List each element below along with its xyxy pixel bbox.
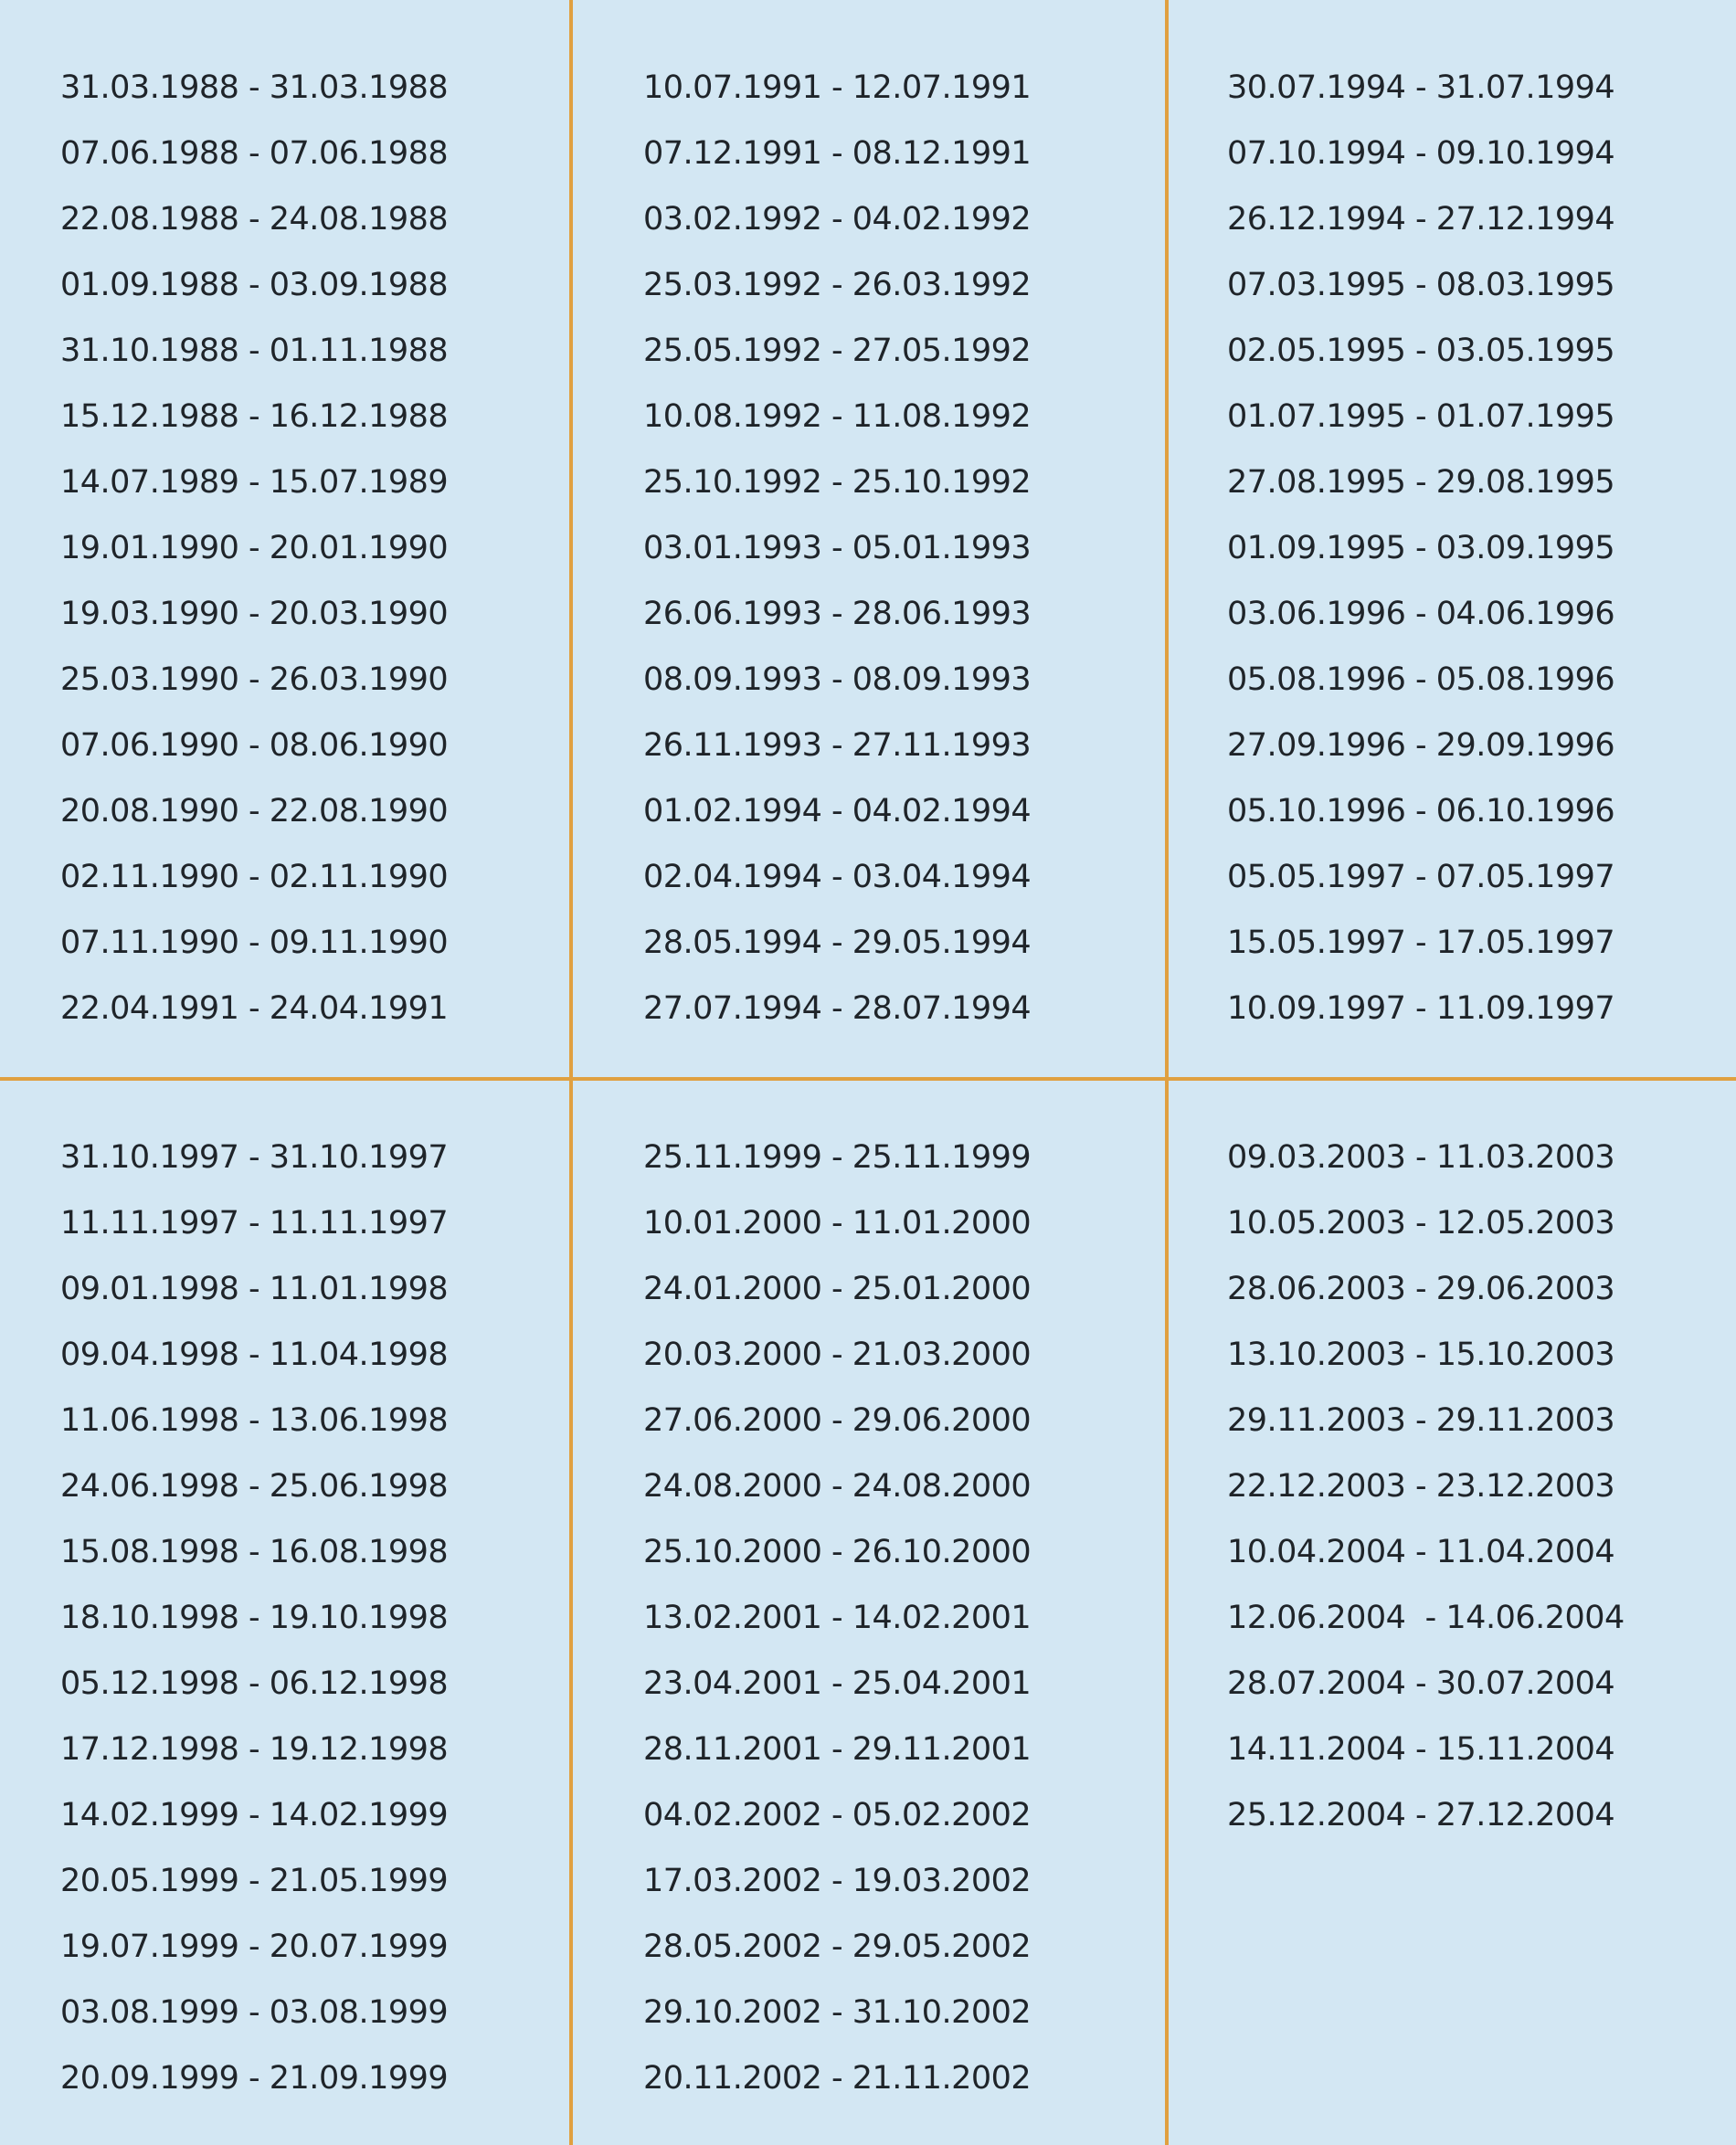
date-range-item: 09.04.1998 - 11.04.1998 [60, 1337, 449, 1373]
date-range-item: 05.05.1997 - 07.05.1997 [1227, 859, 1615, 895]
date-range-list [1227, 55, 1614, 1041]
horizontal-divider [0, 1077, 1736, 1081]
date-range-item: 25.05.1992 - 27.05.1992 [643, 333, 1032, 369]
top-column-3 [1227, 55, 1614, 1041]
date-range-list [60, 55, 448, 1041]
date-range-item: 14.07.1989 - 15.07.1989 [60, 464, 449, 501]
date-range-item: 25.10.1992 - 25.10.1992 [643, 464, 1032, 501]
date-range-item: 20.08.1990 - 22.08.1990 [60, 793, 449, 829]
date-range-item: 12.06.2004 - 14.06.2004 [1227, 1600, 1625, 1636]
date-range-item: 17.12.1998 - 19.12.1998 [60, 1731, 449, 1768]
bottom-column-2 [643, 1125, 1031, 2111]
date-range-item: 19.01.1990 - 20.01.1990 [60, 530, 449, 566]
date-range-item: 13.02.2001 - 14.02.2001 [643, 1600, 1032, 1636]
date-range-item: 14.11.2004 - 15.11.2004 [1227, 1731, 1615, 1768]
date-range-list [643, 1125, 1031, 2111]
date-range-item: 20.05.1999 - 21.05.1999 [60, 1863, 449, 1899]
date-range-item: 22.12.2003 - 23.12.2003 [1227, 1468, 1615, 1505]
date-range-item: 23.04.2001 - 25.04.2001 [643, 1665, 1032, 1702]
date-range-item: 30.07.1994 - 31.07.1994 [1227, 69, 1615, 106]
date-range-item: 03.01.1993 - 05.01.1993 [643, 530, 1032, 566]
date-range-list [1227, 1125, 1625, 1848]
date-range-item: 18.10.1998 - 19.10.1998 [60, 1600, 449, 1636]
date-range-item: 26.06.1993 - 28.06.1993 [643, 596, 1032, 632]
date-range-item: 03.08.1999 - 03.08.1999 [60, 1994, 449, 2031]
date-range-item: 25.11.1999 - 25.11.1999 [643, 1139, 1032, 1176]
date-range-item: 28.05.2002 - 29.05.2002 [643, 1928, 1032, 1965]
bottom-column-3 [1227, 1125, 1625, 1848]
date-range-item: 09.01.1998 - 11.01.1998 [60, 1271, 449, 1307]
date-range-item: 19.07.1999 - 20.07.1999 [60, 1928, 449, 1965]
date-range-item: 22.08.1988 - 24.08.1988 [60, 201, 449, 238]
date-range-item: 29.10.2002 - 31.10.2002 [643, 1994, 1032, 2031]
top-column-2 [643, 55, 1031, 1041]
date-range-item: 10.08.1992 - 11.08.1992 [643, 398, 1032, 435]
date-range-item: 31.03.1988 - 31.03.1988 [60, 69, 449, 106]
bottom-column-1 [60, 1125, 448, 2111]
date-range-item: 07.06.1990 - 08.06.1990 [60, 727, 449, 764]
date-range-item: 24.01.2000 - 25.01.2000 [643, 1271, 1032, 1307]
date-range-item: 20.03.2000 - 21.03.2000 [643, 1337, 1032, 1373]
date-range-item: 01.07.1995 - 01.07.1995 [1227, 398, 1615, 435]
date-range-item: 10.07.1991 - 12.07.1991 [643, 69, 1032, 106]
vertical-divider-2 [1165, 0, 1169, 2145]
date-range-item: 31.10.1997 - 31.10.1997 [60, 1139, 449, 1176]
date-range-item: 22.04.1991 - 24.04.1991 [60, 990, 449, 1027]
date-range-item: 05.12.1998 - 06.12.1998 [60, 1665, 449, 1702]
date-range-item: 24.08.2000 - 24.08.2000 [643, 1468, 1032, 1505]
date-range-item: 25.03.1992 - 26.03.1992 [643, 267, 1032, 303]
date-range-item: 03.06.1996 - 04.06.1996 [1227, 596, 1615, 632]
top-column-1 [60, 55, 448, 1041]
date-range-item: 15.05.1997 - 17.05.1997 [1227, 925, 1615, 961]
date-range-item: 15.08.1998 - 16.08.1998 [60, 1534, 449, 1570]
date-range-item: 03.02.1992 - 04.02.1992 [643, 201, 1032, 238]
date-range-item: 25.03.1990 - 26.03.1990 [60, 661, 449, 698]
date-range-item: 25.12.2004 - 27.12.2004 [1227, 1797, 1615, 1833]
date-range-list [60, 1125, 448, 2111]
date-range-item: 07.06.1988 - 07.06.1988 [60, 135, 449, 172]
date-range-item: 28.05.1994 - 29.05.1994 [643, 925, 1032, 961]
date-range-item: 05.10.1996 - 06.10.1996 [1227, 793, 1615, 829]
date-range-item: 27.08.1995 - 29.08.1995 [1227, 464, 1615, 501]
date-range-item: 01.02.1994 - 04.02.1994 [643, 793, 1032, 829]
date-range-item: 10.04.2004 - 11.04.2004 [1227, 1534, 1615, 1570]
date-range-item: 10.05.2003 - 12.05.2003 [1227, 1205, 1615, 1242]
date-range-item: 15.12.1988 - 16.12.1988 [60, 398, 449, 435]
date-range-item: 07.12.1991 - 08.12.1991 [643, 135, 1032, 172]
date-range-item: 31.10.1988 - 01.11.1988 [60, 333, 449, 369]
date-range-item: 05.08.1996 - 05.08.1996 [1227, 661, 1615, 698]
date-range-item: 14.02.1999 - 14.02.1999 [60, 1797, 449, 1833]
date-range-item: 04.02.2002 - 05.02.2002 [643, 1797, 1032, 1833]
date-range-item: 27.06.2000 - 29.06.2000 [643, 1402, 1032, 1439]
date-range-item: 11.06.1998 - 13.06.1998 [60, 1402, 449, 1439]
date-range-item: 02.05.1995 - 03.05.1995 [1227, 333, 1615, 369]
date-range-item: 07.10.1994 - 09.10.1994 [1227, 135, 1615, 172]
date-range-item: 28.11.2001 - 29.11.2001 [643, 1731, 1032, 1768]
date-range-item: 11.11.1997 - 11.11.1997 [60, 1205, 449, 1242]
date-range-item: 26.12.1994 - 27.12.1994 [1227, 201, 1615, 238]
date-range-item: 10.09.1997 - 11.09.1997 [1227, 990, 1615, 1027]
date-range-item: 20.09.1999 - 21.09.1999 [60, 2060, 449, 2097]
date-range-item: 25.10.2000 - 26.10.2000 [643, 1534, 1032, 1570]
date-range-item: 07.11.1990 - 09.11.1990 [60, 925, 449, 961]
date-range-item: 07.03.1995 - 08.03.1995 [1227, 267, 1615, 303]
date-range-item: 20.11.2002 - 21.11.2002 [643, 2060, 1032, 2097]
vertical-divider-1 [569, 0, 573, 2145]
date-range-item: 13.10.2003 - 15.10.2003 [1227, 1337, 1615, 1373]
date-range-item: 27.07.1994 - 28.07.1994 [643, 990, 1032, 1027]
date-range-item: 17.03.2002 - 19.03.2002 [643, 1863, 1032, 1899]
date-range-item: 29.11.2003 - 29.11.2003 [1227, 1402, 1615, 1439]
date-range-item: 01.09.1988 - 03.09.1988 [60, 267, 449, 303]
date-range-item: 28.07.2004 - 30.07.2004 [1227, 1665, 1615, 1702]
date-range-item: 26.11.1993 - 27.11.1993 [643, 727, 1032, 764]
date-range-item: 02.11.1990 - 02.11.1990 [60, 859, 449, 895]
date-range-item: 28.06.2003 - 29.06.2003 [1227, 1271, 1615, 1307]
date-range-item: 10.01.2000 - 11.01.2000 [643, 1205, 1032, 1242]
date-range-item: 19.03.1990 - 20.03.1990 [60, 596, 449, 632]
date-range-list [643, 55, 1031, 1041]
date-range-item: 27.09.1996 - 29.09.1996 [1227, 727, 1615, 764]
date-range-item: 09.03.2003 - 11.03.2003 [1227, 1139, 1615, 1176]
date-range-item: 08.09.1993 - 08.09.1993 [643, 661, 1032, 698]
date-range-item: 24.06.1998 - 25.06.1998 [60, 1468, 449, 1505]
date-range-item: 02.04.1994 - 03.04.1994 [643, 859, 1032, 895]
date-range-item: 01.09.1995 - 03.09.1995 [1227, 530, 1615, 566]
